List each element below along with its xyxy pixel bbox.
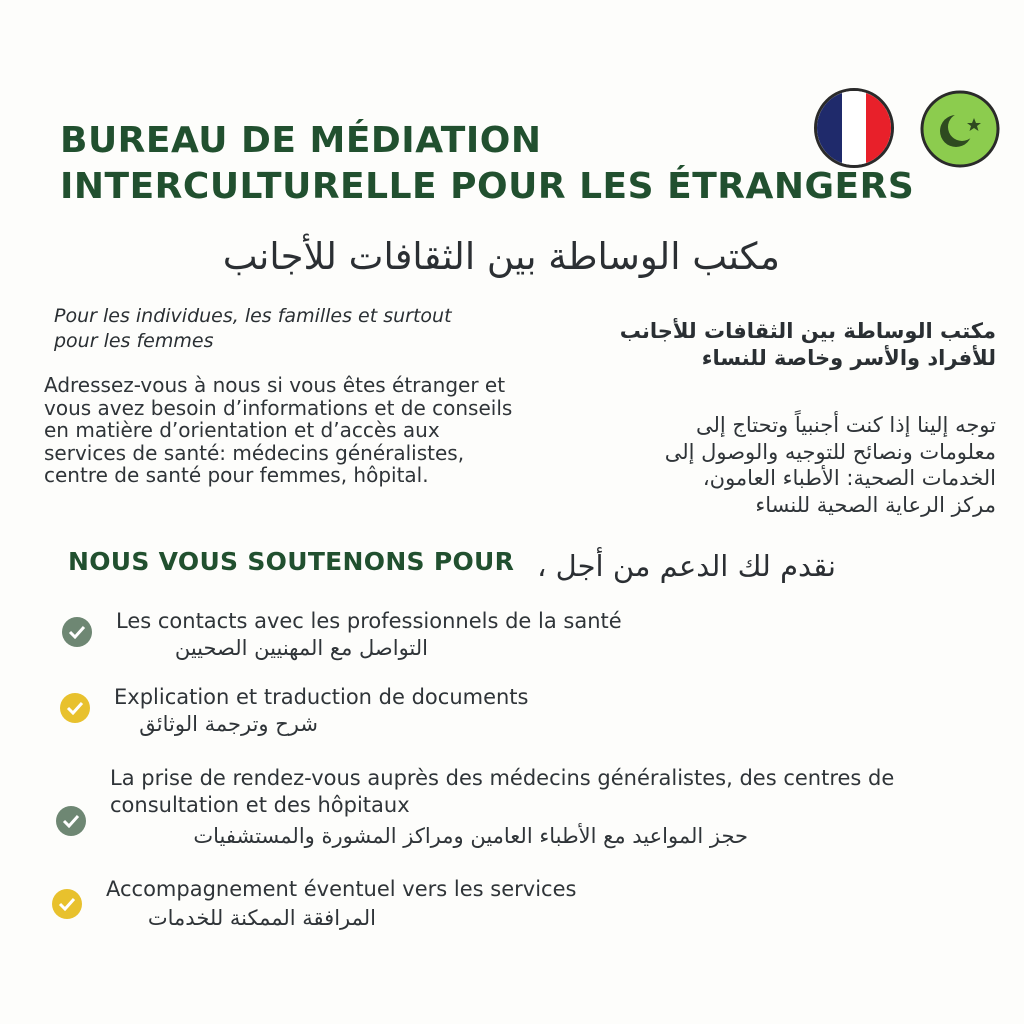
intro-subtitle-fr: Pour les individues, les familles et surtout pour les femmes	[54, 305, 452, 352]
support-heading-ar: نقدم لك الدعم من أجل ،	[537, 549, 836, 583]
intro-body-fr: Adressez-vous à nous si vous êtes étranger et vous avez besoin d’informations et de conseils en matière d’orientation et d’accès aux services de santé: médecins généralistes, centre de santé pour femmes, hôpital.	[44, 373, 513, 487]
title-line-1: BUREAU DE MÉDIATION	[60, 120, 542, 161]
page-title	[60, 118, 930, 210]
support-item-fr-line-2: consultation et des hôpitaux	[110, 793, 410, 817]
subtitle-ar-line-2: للأفراد والأسر وخاصة للنساء	[701, 346, 996, 370]
intro-body-ar	[540, 412, 996, 518]
support-item-ar: التواصل مع المهنيين الصحيين	[174, 636, 428, 660]
intro-subtitle-ar	[560, 318, 996, 372]
check-icon	[52, 889, 82, 919]
body-ar-line-2: معلومات ونصائح للتوجيه والوصول إلى	[664, 439, 996, 464]
support-item-ar: حجز المواعيد مع الأطباء العامين ومراكز المشورة والمستشفيات	[193, 824, 748, 848]
body-ar-line-4: مركز الرعاية الصحية للنساء	[755, 492, 996, 517]
support-heading-fr: NOUS VOUS SOUTENONS POUR	[68, 547, 515, 576]
support-item-ar: شرح وترجمة الوثائق	[139, 712, 318, 736]
check-icon	[62, 617, 92, 647]
support-item-ar: المرافقة الممكنة للخدمات	[147, 906, 376, 930]
crescent-star-icon	[920, 90, 1000, 168]
support-item-fr: Les contacts avec les professionnels de la santé	[116, 609, 622, 633]
support-item-fr-line-1: La prise de rendez-vous auprès des médecins généralistes, des centres de	[110, 766, 895, 790]
check-icon	[56, 806, 86, 836]
support-item-fr: Explication et traduction de documents	[114, 685, 529, 709]
subtitle-ar-line-1: مكتب الوساطة بين الثقافات للأجانب	[619, 319, 996, 343]
page-title-arabic: مكتب الوساطة بين الثقافات للأجانب	[222, 235, 780, 278]
body-ar-line-1: توجه إلينا إذا كنت أجنبياً وتحتاج إلى	[695, 413, 996, 437]
check-icon	[60, 693, 90, 723]
support-item-fr: Accompagnement éventuel vers les services	[106, 877, 577, 901]
body-ar-line-3: الخدمات الصحية: الأطباء العامون،	[702, 466, 996, 490]
france-flag-icon	[814, 88, 894, 168]
title-line-2: INTERCULTURELLE POUR LES ÉTRANGERS	[60, 166, 915, 207]
